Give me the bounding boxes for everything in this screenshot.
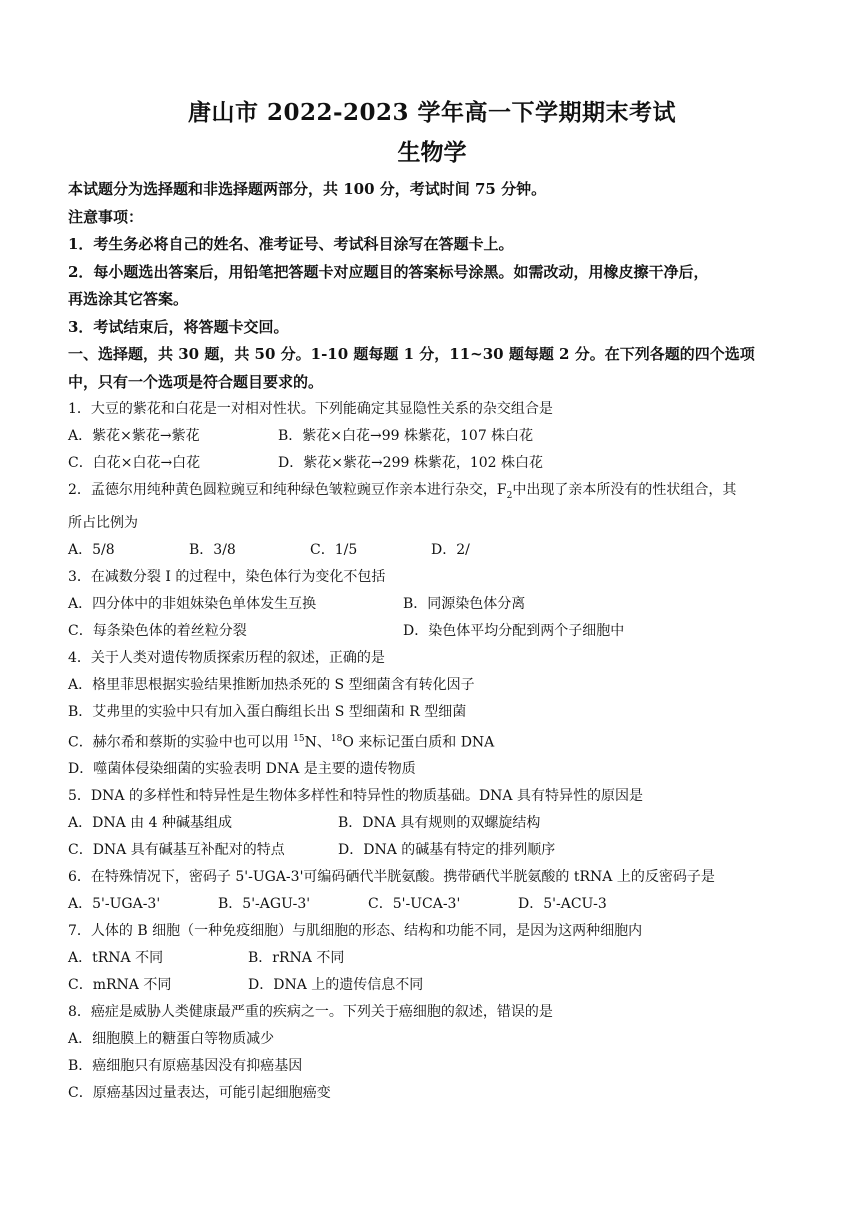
question-4-option-d: D．噬菌体侵染细菌的实验表明 DNA 是主要的遗传物质 [68,761,416,778]
question-1-option-c: C．白花×白花→白花 [68,455,201,471]
section-1-heading-line-1: 一、选择题，共 30 题，共 50 分。1-10 题每题 1 分，11~30 题每题 2 分。在下列各题的四个选项 [68,345,755,363]
question-3-option-d: D．染色体平均分配到两个子细胞中 [403,622,625,639]
question-2-stem-continued: 所占比例为 [68,514,138,531]
question-5-option-b: B．DNA 具有规则的双螺旋结构 [338,815,541,832]
isotope-15-superscript: 15 [293,733,305,744]
question-2-stem-subscript: 2 [506,490,513,501]
question-5-stem: 5．DNA 的多样性和特异性是生物体多样性和特异性的物质基础。DNA 具有特异性的原因是 [68,788,643,805]
question-6-option-b: B．5'-AGU-3' [218,896,311,913]
question-2-stem [68,477,796,510]
question-6-option-d: D．5'-ACU-3 [518,896,607,913]
question-7-option-b: B．rRNA 不同 [248,950,345,967]
note-2-line-1: 2．每小题选出答案后，用铅笔把答题卡对应题目的答案标号涂黑。如需改动，用橡皮擦干净后， [68,262,709,281]
question-1-option-d: D．紫花×紫花→299 株紫花，102 株白花 [278,455,544,471]
question-6-stem: 6．在特殊情况下，密码子 5'-UGA-3'可编码硒代半胱氨酸。携带硒代半胱氨酸的 tRNA 上的反密码子是 [68,869,715,886]
question-1-option-b: B．紫花×白花→99 株紫花，107 株白花 [278,428,534,444]
question-1-option-a: A．紫花×紫花→紫花 [68,428,200,444]
question-3-stem: 3．在减数分裂 I 的过程中，染色体行为变化不包括 [68,568,386,585]
question-7-option-d: D．DNA 上的遗传信息不同 [248,977,424,994]
question-2-options [68,537,796,564]
section-1-heading-line-2: 中，只有一个选项是符合题目要求的。 [68,372,324,391]
question-5-option-a: A．DNA 由 4 种碱基组成 [68,815,232,832]
exam-page [68,96,796,1107]
question-5-options-row-2 [68,837,796,864]
question-3-options-row-2 [68,618,796,645]
note-3: 3．考试结束后，将答题卡交回。 [68,317,289,336]
question-2-option-a: A．5/8 [68,541,115,558]
subject-title: 生物学 [397,139,467,166]
question-7-options-row-2 [68,972,796,999]
note-1: 1．考生务必将自己的姓名、准考证号、考试科目涂写在答题卡上。 [68,235,514,253]
question-4-option-b: B．艾弗里的实验中只有加入蛋白酶组长出 S 型细菌和 R 型细菌 [68,703,467,720]
note-2-line-2: 再选涂其它答案。 [68,290,189,308]
question-3-options-row-1 [68,591,796,618]
question-5-option-c: C．DNA 具有碱基互补配对的特点 [68,842,285,859]
question-4-option-a: A．格里菲思根据实验结果推断加热杀死的 S 型细菌含有转化因子 [68,676,475,693]
question-8-stem: 8．癌症是威胁人类健康最严重的疾病之一。下列关于癌细胞的叙述，错误的是 [68,1004,553,1021]
question-6-option-c: C．5'-UCA-3' [368,896,461,913]
question-7-options-row-1 [68,945,796,972]
question-4-option-c-part-1: C．赫尔希和蔡斯的实验中也可以用 [68,734,294,751]
question-5-options-row-1 [68,810,796,837]
notes-title: 注意事项： [68,207,144,226]
question-2-stem-part-1: 2．孟德尔用纯种黄色圆粒豌豆和纯种绿色皱粒豌豆作亲本进行杂交，F [68,482,507,498]
question-4-option-c-part-2: N、 [304,734,331,751]
exam-title: 唐山市 2022-2023 学年高一下学期期末考试 [187,99,677,126]
question-2-option-d: D．2/ [431,541,470,558]
question-7-stem: 7．人体的 B 细胞（一种免疫细胞）与肌细胞的形态、结构和功能不同，是因为这两种细胞内 [68,923,643,940]
question-2-stem-part-2: 中出现了亲本所没有的性状组合，其 [512,482,737,498]
question-4-option-c-part-3: O 来标记蛋白质和 DNA [342,734,495,751]
question-1-options-row-2 [68,450,796,477]
question-4-stem: 4．关于人类对遗传物质探索历程的叙述，正确的是 [68,649,385,666]
question-2-option-b: B．3/8 [189,541,236,558]
question-3-option-a: A．四分体中的非姐妹染色单体发生互换 [68,595,317,612]
question-7-option-a: A．tRNA 不同 [68,950,164,967]
question-7-option-c: C．mRNA 不同 [68,977,172,994]
question-3-option-c: C．每条染色体的着丝粒分裂 [68,622,247,639]
question-1-stem: 1．大豆的紫花和白花是一对相对性状。下列能确定其显隐性关系的杂交组合是 [68,401,553,417]
question-8-option-c: C．原癌基因过量表达，可能引起细胞癌变 [68,1085,331,1102]
question-2-option-c: C．1/5 [310,541,358,558]
question-6-options [68,891,796,918]
question-8-option-a: A．细胞膜上的糖蛋白等物质减少 [68,1031,275,1048]
question-4-option-c [68,726,796,757]
question-6-option-a: A．5'-UGA-3' [68,896,161,913]
question-3-option-b: B．同源染色体分离 [403,595,526,612]
question-5-option-d: D．DNA 的碱基有特定的排列顺序 [338,842,556,859]
isotope-18-superscript: 18 [330,733,343,744]
intro-line: 本试题分为选择题和非选择题两部分，共 100 分，考试时间 75 分钟。 [68,180,547,198]
question-1-options-row-1 [68,423,796,450]
question-8-option-b: B．癌细胞只有原癌基因没有抑癌基因 [68,1058,303,1075]
